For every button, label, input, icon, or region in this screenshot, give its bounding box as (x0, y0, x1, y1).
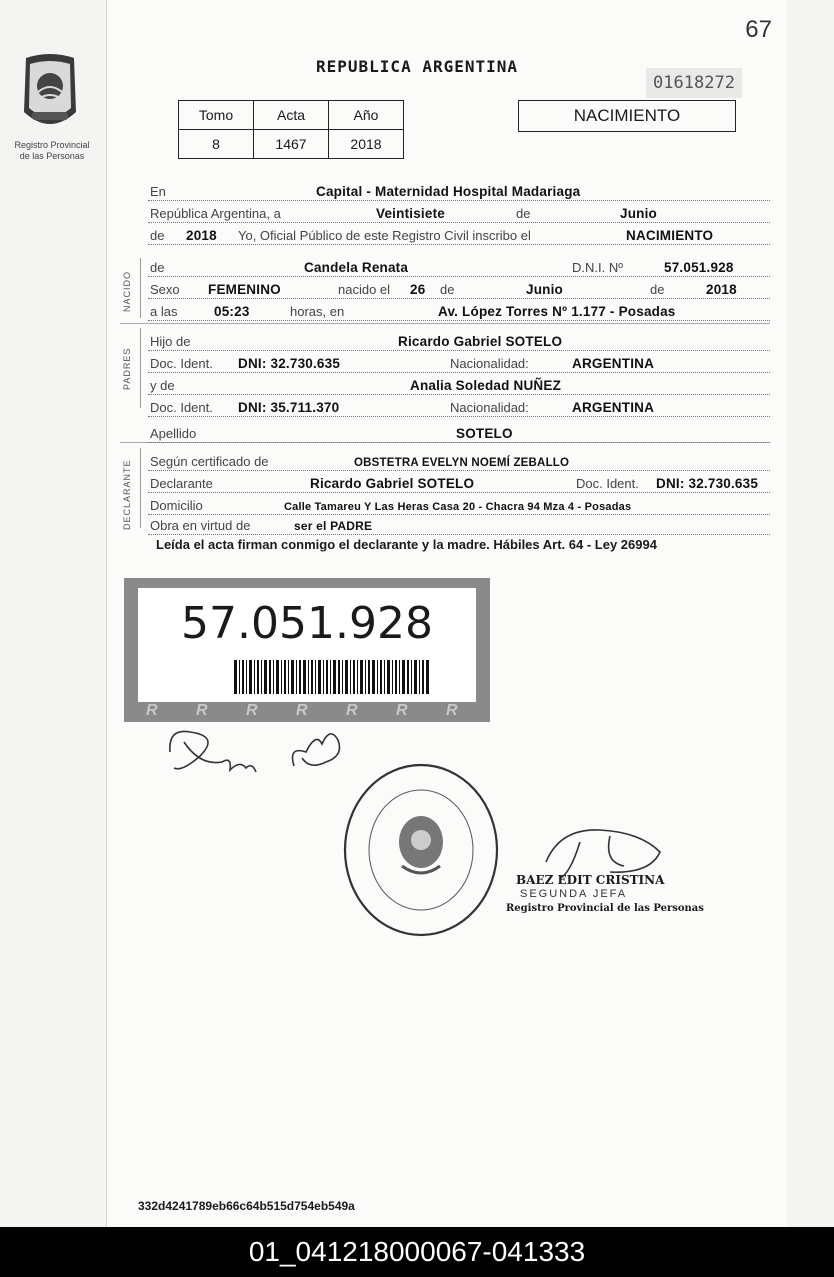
en-label: En (150, 184, 166, 199)
lugar-value: Av. López Torres Nº 1.177 - Posadas (438, 304, 676, 319)
nacido-section-label: NACIDO (122, 270, 132, 312)
domicilio-value: Calle Tamareu Y Las Heras Casa 20 - Chacra 94 Mza 4 - Posadas (284, 501, 632, 513)
republica-label: República Argentina, a (150, 206, 281, 221)
acta-header: Acta (254, 101, 329, 130)
de-label: de (516, 206, 531, 221)
dni-label: D.N.I. Nº (572, 260, 623, 275)
de5-label: de (650, 282, 665, 297)
apellido-value: SOTELO (456, 426, 513, 441)
page-number: 67 (745, 16, 772, 43)
madre-nac: ARGENTINA (572, 400, 655, 415)
segun-label: Según certificado de (150, 454, 269, 469)
domicilio-label: Domicilio (150, 498, 203, 513)
declarante-label: Declarante (150, 476, 213, 491)
line-domicilio (148, 494, 770, 515)
nacido-label: nacido el (338, 282, 391, 297)
register-table (178, 100, 404, 159)
padre-nac: ARGENTINA (572, 356, 655, 371)
line-hora (148, 300, 770, 321)
line-nombre (148, 256, 770, 277)
mes-value: Junio (620, 206, 657, 221)
line-apellido (148, 422, 770, 443)
bottom-code-bar: 01_041218000067-041333 (0, 1227, 834, 1277)
obra-value: ser el PADRE (294, 519, 373, 533)
document-type-box: NACIMIENTO (518, 100, 736, 132)
segun-value: OBSTETRA EVELYN NOEMÍ ZEBALLO (354, 457, 570, 469)
apellido-label: Apellido (150, 426, 197, 441)
sticker-label (138, 588, 476, 702)
nac-anio: 2018 (706, 282, 737, 297)
madre-value: Analia Soledad NUÑEZ (410, 378, 562, 393)
stamp-r-mark: R (446, 702, 458, 719)
de3-label: de (150, 260, 165, 275)
dia-value: Veintisiete (376, 206, 445, 221)
line-ydemadre (148, 374, 770, 395)
stamp-r-mark: R (146, 702, 158, 719)
tomo-value: 8 (179, 130, 254, 159)
nombre-value: Candela Renata (304, 260, 409, 275)
de2-label: de (150, 228, 165, 243)
line-segun (148, 450, 770, 471)
line-hijo (148, 330, 770, 351)
alas-label: a las (150, 304, 178, 319)
declarante-divider (140, 448, 141, 528)
document-hash: 332d4241789eb66c64b515d754eb549a (138, 1199, 355, 1213)
nac2-label: Nacionalidad: (450, 400, 529, 415)
barcode (234, 660, 430, 694)
en-value: Capital - Maternidad Hospital Madariaga (316, 184, 581, 199)
line-anio (148, 224, 770, 245)
stamp-r-mark: R (246, 702, 258, 719)
inscribo-value: NACIMIENTO (626, 228, 714, 243)
sexo-label: Sexo (150, 282, 180, 297)
serial-number: 01618272 (646, 68, 742, 98)
padre-value: Ricardo Gabriel SOTELO (398, 334, 563, 349)
yde-label: y de (150, 378, 175, 393)
dni-value: 57.051.928 (664, 260, 734, 275)
obra-label: Obra en virtud de (150, 518, 251, 533)
tomo-header: Tomo (179, 101, 254, 130)
sexo-value: FEMENINO (208, 282, 281, 297)
yo-label: Yo, Oficial Público de este Registro Civil inscribo el (238, 228, 531, 243)
line-republica (148, 202, 770, 223)
line-madre-doc (148, 396, 770, 417)
logo-caption: Registro Provincial de las Personas (14, 140, 90, 161)
dni-sticker (124, 578, 490, 722)
official-role: SEGUNDA JEFA (520, 888, 628, 900)
anio-header: Año (329, 101, 404, 130)
padres-section-label: PADRES (122, 347, 132, 390)
doc3-label: Doc. Ident. (576, 476, 639, 491)
signatures (160, 722, 360, 784)
stamp-r-mark: R (346, 702, 358, 719)
anio-value: 2018 (186, 228, 217, 243)
line-padre-doc (148, 352, 770, 373)
padres-divider (140, 328, 141, 408)
official-seal (342, 762, 500, 938)
line-en (148, 180, 770, 201)
official-office: Registro Provincial de las Personas (506, 903, 704, 914)
stamp-r-mark: R (196, 702, 208, 719)
nacido-divider (140, 258, 141, 318)
nac-mes: Junio (526, 282, 563, 297)
official-name: BAEZ EDIT CRISTINA (516, 873, 665, 887)
anio-value: 2018 (329, 130, 404, 159)
line-declarante (148, 472, 770, 493)
document-title: REPUBLICA ARGENTINA (316, 57, 519, 76)
stamp-r-mark: R (296, 702, 308, 719)
acta-value: 1467 (254, 130, 329, 159)
horas-label: horas, en (290, 304, 345, 319)
legal-text: Leída el acta firman conmigo el declarante y la madre. Hábiles Art. 64 - Ley 26994 (156, 537, 657, 552)
nac-dia: 26 (410, 282, 426, 297)
line-obra (148, 514, 770, 535)
stamp-r-mark: R (396, 702, 408, 719)
de4-label: de (440, 282, 455, 297)
line-sexo (148, 278, 770, 299)
declarante-section-label: DECLARANTE (122, 459, 132, 530)
sticker-dni-number: 57.051.928 (181, 598, 433, 649)
misiones-emblem-logo (18, 52, 82, 138)
madre-doc: DNI: 35.711.370 (238, 400, 340, 415)
section-rule-1 (120, 323, 770, 324)
doc2-label: Doc. Ident. (150, 400, 213, 415)
nac-label: Nacionalidad: (450, 356, 529, 371)
padre-doc: DNI: 32.730.635 (238, 356, 341, 371)
declarante-value: Ricardo Gabriel SOTELO (310, 476, 475, 491)
doc-label: Doc. Ident. (150, 356, 213, 371)
declarante-doc: DNI: 32.730.635 (656, 476, 759, 491)
hora-value: 05:23 (214, 304, 250, 319)
hijo-label: Hijo de (150, 334, 191, 349)
